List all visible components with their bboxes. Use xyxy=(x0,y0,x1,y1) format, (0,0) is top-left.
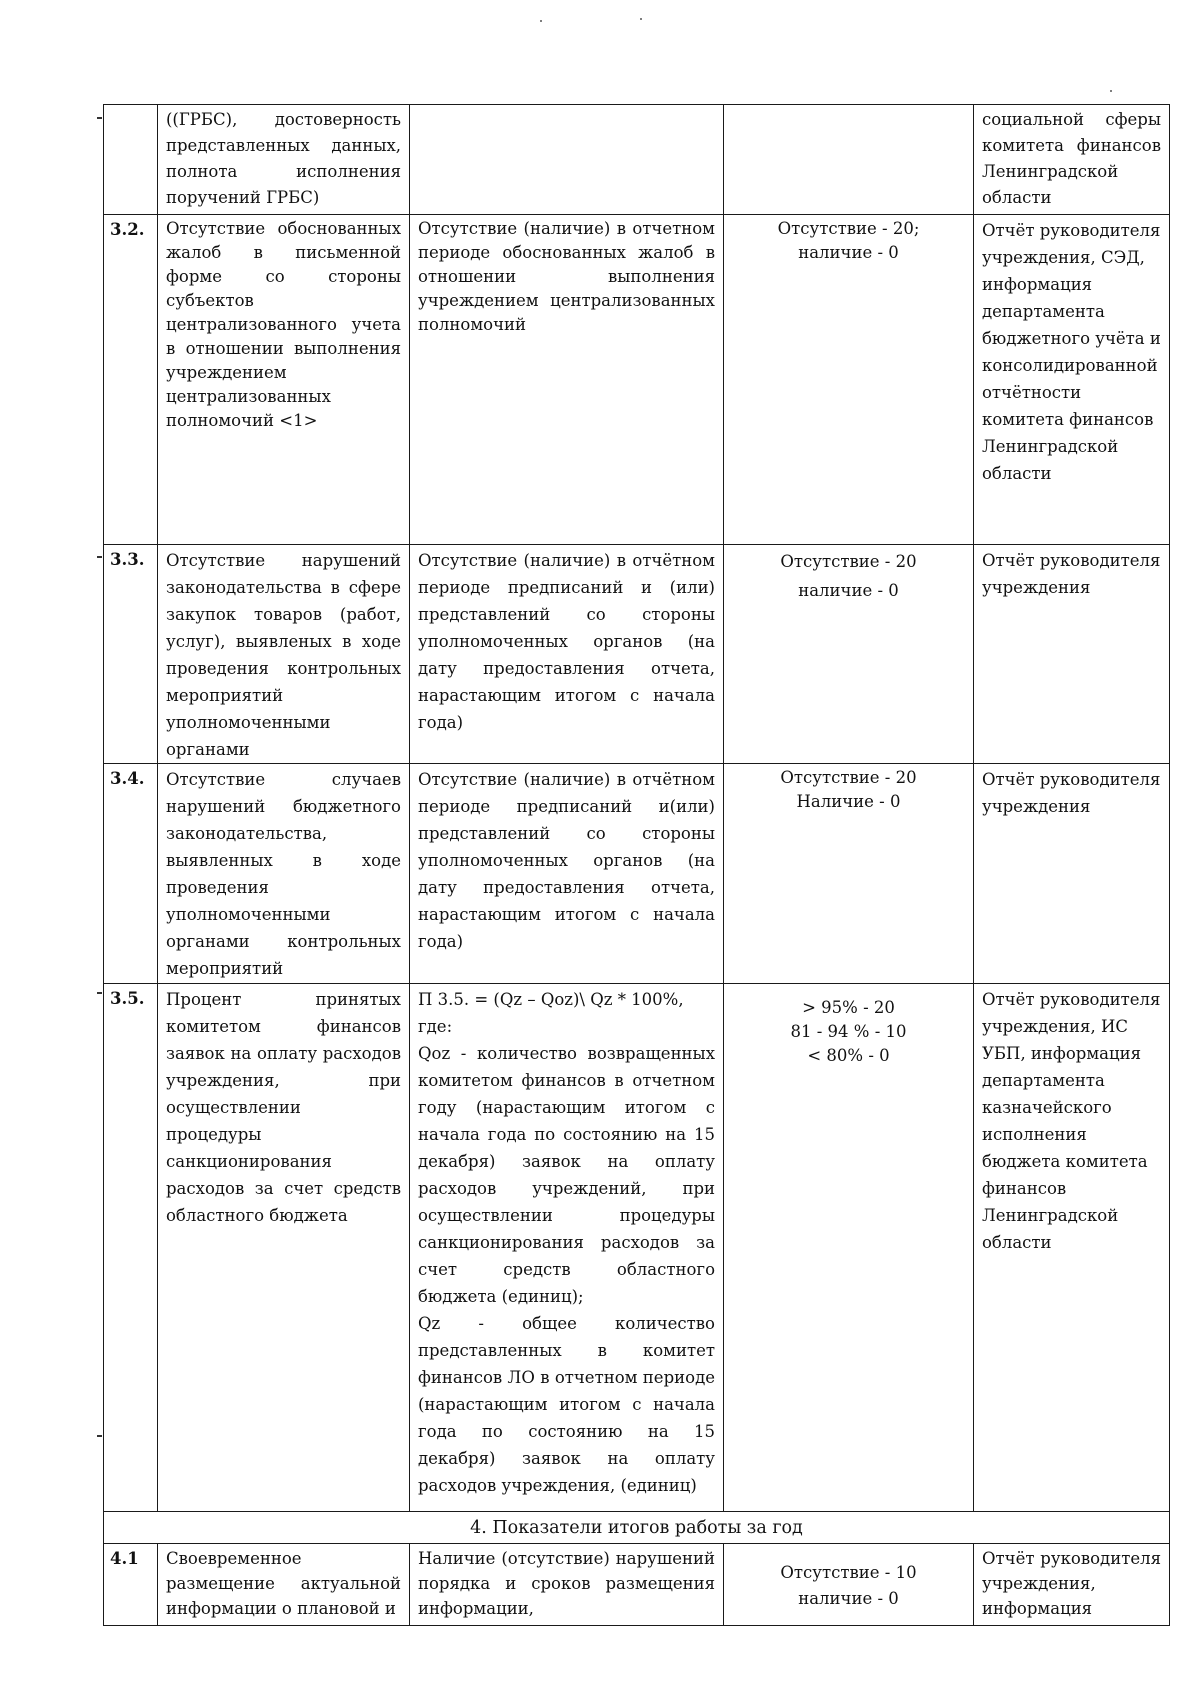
indicator-source: Отчёт руководителя учреждения, ИС УБП, информация департамента казначейского исполнения бюджета комитета финансов Ленинградской области xyxy=(974,984,1170,1512)
table-row xyxy=(104,1544,1170,1626)
indicator-values xyxy=(724,1544,974,1626)
value-line: Отсутствие - 20 xyxy=(780,552,917,571)
row-number: 3.4. xyxy=(104,764,158,984)
indicator-description xyxy=(410,984,724,1512)
table-row xyxy=(104,105,1170,215)
value-line: Отсутствие - 20 xyxy=(780,768,917,787)
indicators-table xyxy=(103,104,1170,1626)
indicator-description: Отсутствие (наличие) в отчётном периоде предписаний и(или) представлений со стороны уполномоченных органов (на дату предоставления отчета, нарастающим итогом с начала года) xyxy=(410,764,724,984)
scan-speck xyxy=(540,20,542,22)
row-number: 4.1 xyxy=(104,1544,158,1626)
value-line: Наличие - 0 xyxy=(796,792,901,811)
indicator-name: ((ГРБС), достоверность представленных данных, полнота исполнения поручений ГРБС) xyxy=(158,105,410,215)
table-row xyxy=(104,764,1170,984)
value-line: наличие - 0 xyxy=(798,1588,899,1608)
margin-mark xyxy=(97,556,102,558)
indicator-description: Наличие (отсутствие) нарушений порядка и сроков размещения информации, xyxy=(410,1544,724,1626)
formula-qoz-definition: Qoz - количество возвращенных комитетом финансов в отчетном году (нарастающим итогом с начала года по состоянию на 15 декабря) заявок на оплату расходов учреждений, при осуществлении процедуры санкционирования расходов за счет средств областного бюджета (единиц); xyxy=(418,1044,715,1306)
indicator-description: Отсутствие (наличие) в отчетном периоде обоснованных жалоб в отношении выполнения учреждением централизованных полномочий xyxy=(410,215,724,545)
scan-speck xyxy=(1110,90,1112,92)
value-line: < 80% - 0 xyxy=(807,1046,890,1065)
margin-mark xyxy=(97,992,102,994)
indicator-name: Отсутствие случаев нарушений бюджетного законодательства, выявленных в ходе проведения уполномоченными органами контрольных мероприятий xyxy=(158,764,410,984)
indicator-values xyxy=(724,764,974,984)
indicator-values xyxy=(724,984,974,1512)
indicator-source: Отчёт руководителя учреждения xyxy=(974,545,1170,764)
value-line: > 95% - 20 xyxy=(802,998,895,1017)
value-line: 81 - 94 % - 10 xyxy=(790,1022,907,1041)
indicator-name: Отсутствие нарушений законодательства в сфере закупок товаров (работ, услуг), выявленых в ходе проведения контрольных мероприятий уполномоченными органами xyxy=(158,545,410,764)
formula-qz-definition: Qz - общее количество представленных в комитет финансов ЛО в отчетном периоде (нарастающим итогом с начала года по состоянию на 15 декабря) заявок на оплату расходов учреждения, (единиц) xyxy=(418,1314,715,1495)
indicator-source: Отчёт руководителя учреждения, информация xyxy=(974,1544,1170,1626)
indicator-values xyxy=(724,215,974,545)
table-row xyxy=(104,984,1170,1512)
indicator-name: Своевременное размещение актуальной информации о плановой и xyxy=(158,1544,410,1626)
section-title: 4. Показатели итогов работы за год xyxy=(104,1512,1170,1544)
row-number xyxy=(104,105,158,215)
row-number: 3.2. xyxy=(104,215,158,545)
formula: П 3.5. = (Qz – Qoz)\ Qz * 100%, xyxy=(418,990,684,1009)
indicator-name: Отсутствие обоснованных жалоб в письменной форме со стороны субъектов централизованного учета в отношении выполнения учреждением централизованных полномочий <1> xyxy=(158,215,410,545)
section-header-row xyxy=(104,1512,1170,1544)
value-line: наличие - 0 xyxy=(798,243,899,262)
indicator-name: Процент принятых комитетом финансов заявок на оплату расходов учреждения, при осуществлении процедуры санкционирования расходов за счет средств областного бюджета xyxy=(158,984,410,1512)
table-row xyxy=(104,545,1170,764)
value-line: наличие - 0 xyxy=(798,581,899,600)
indicator-source: социальной сферы комитета финансов Ленинградской области xyxy=(974,105,1170,215)
indicator-description xyxy=(410,105,724,215)
value-line: Отсутствие - 20; xyxy=(777,219,920,238)
row-number: 3.5. xyxy=(104,984,158,1512)
margin-mark xyxy=(97,1435,102,1437)
indicator-values xyxy=(724,105,974,215)
indicator-values xyxy=(724,545,974,764)
table-row xyxy=(104,215,1170,545)
formula-where: где: xyxy=(418,1017,453,1036)
indicator-source: Отчёт руководителя учреждения, СЭД, информация департамента бюджетного учёта и консолидированной отчётности комитета финансов Ленинградской области xyxy=(974,215,1170,545)
value-line: Отсутствие - 10 xyxy=(780,1562,917,1582)
scan-speck xyxy=(640,18,642,20)
margin-mark xyxy=(97,117,102,119)
indicator-source: Отчёт руководителя учреждения xyxy=(974,764,1170,984)
row-number: 3.3. xyxy=(104,545,158,764)
indicator-description: Отсутствие (наличие) в отчётном периоде предписаний и (или) представлений со стороны уполномоченных органов (на дату предоставления отчета, нарастающим итогом с начала года) xyxy=(410,545,724,764)
